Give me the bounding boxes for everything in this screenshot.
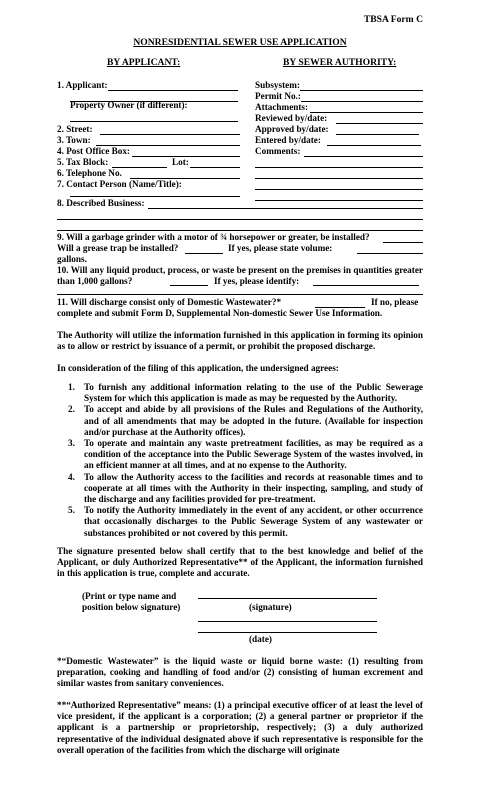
agreement-text: To accept and abide by all provisions of the Rules and Regulations of the Authority, and of all amendments that may be adopted in the future. (Available for inspection and/or purchase at the Authority offices). — [84, 404, 423, 437]
date-label: (date) — [249, 634, 272, 644]
q11-if-no: If no, please — [371, 297, 419, 307]
q10-identify-field-line2[interactable] — [57, 294, 423, 295]
comments-field-line5[interactable] — [255, 200, 423, 201]
signature-line[interactable] — [198, 598, 377, 599]
agreement-list — [57, 382, 423, 539]
described-business-label: 8. Described Business: — [57, 198, 145, 208]
street-label: 2. Street: — [57, 124, 93, 134]
agreement-text: To furnish any additional information relating to the use of the Public Sewerage System for which this application is made as may be requested by the Authority. — [84, 382, 423, 404]
applicant-heading: BY APPLICANT: — [107, 57, 181, 68]
approved-field[interactable] — [336, 134, 419, 135]
agreement-item — [68, 382, 423, 404]
described-business-field-line3[interactable] — [57, 230, 423, 231]
q9-volume-label: If yes, please state volume: — [228, 243, 333, 253]
described-business-field[interactable] — [148, 208, 423, 209]
form-id: TBSA Form C — [363, 14, 423, 25]
lot-field[interactable] — [190, 167, 240, 168]
q10-text: 10. Will any liquid product, process, or waste be present on the premises in quantities greater than 1,000 gallons? — [57, 265, 423, 287]
signature-statement: The signature presented below shall certify that to the best knowledge and belief of the Applicant, or duly Authorized Representative** of the Applicant, the information furnished in this application is true, complete and accurate. — [57, 546, 423, 579]
q10-identify-field[interactable] — [313, 285, 419, 286]
tax-block-label: 5. Tax Block: — [57, 157, 109, 167]
permit-no-field[interactable] — [301, 101, 423, 102]
town-label: 3. Town: — [57, 135, 91, 145]
comments-label: Comments: — [255, 146, 301, 156]
attachments-label: Attachments: — [255, 102, 309, 112]
entered-label: Entered by/date: — [255, 135, 321, 145]
approved-label: Approved by/date: — [255, 124, 329, 134]
described-business-field-line2[interactable] — [57, 219, 423, 220]
domestic-wastewater-definition: *“Domestic Wastewater” is the liquid waste or liquid borne waste: (1) resulting from preparation, cooking and handling of food and/or (2) consisting of human excrement and similar wastes from sanitary conveniences. — [57, 656, 423, 689]
q9-gallons: gallons. — [57, 254, 87, 264]
agreement-text: To operate and maintain any waste pretreatment facilities, as may be required as a condition of the acceptance into the Public Sewerage System of the wastes involved, in an efficient manner at all times, and at no expense to the Authority. — [84, 438, 423, 471]
q9-volume-field[interactable] — [357, 253, 423, 254]
lot-label: Lot: — [172, 157, 189, 167]
agreement-number: 5. — [68, 505, 75, 516]
applicant-field[interactable] — [108, 90, 238, 91]
agreement-text: To allow the Authority access to the facilities and records at reasonable times and to cooperate at all times with the Authority in their inspecting, sampling, and study of the discharge and any facilities provided for pre-treatment. — [84, 471, 423, 505]
comments-field-line4[interactable] — [255, 189, 423, 190]
telephone-label: 6. Telephone No. — [57, 168, 122, 178]
print-name-label-line1: (Print or type name and — [82, 591, 177, 601]
q9-garbage-grinder-field[interactable] — [383, 242, 423, 243]
agreement-text: To notify the Authority immediately in the event of any accident, or other occurrence that occasionally discharges to the Public Sewerage System of any wastewater or substances prohibited or not covered by this permit. — [84, 505, 423, 538]
street-field[interactable] — [100, 134, 240, 135]
reviewed-label: Reviewed by/date: — [255, 113, 328, 123]
contact-person-label: 7. Contact Person (Name/Title): — [57, 179, 182, 189]
authority-statement: The Authority will utilize the information furnished in this application in forming its opinion as to allow or restrict by issuance of a permit, or prohibit the proposed discharge. — [57, 330, 423, 352]
comments-field-line2[interactable] — [255, 167, 423, 168]
q9-grease-trap-field[interactable] — [185, 253, 223, 254]
authority-heading: BY SEWER AUTHORITY: — [283, 57, 397, 68]
q11-form-d: complete and submit Form D, Supplemental Non-domestic Sewer Use Information. — [57, 308, 383, 318]
entered-field[interactable] — [327, 145, 421, 146]
form-title: NONRESIDENTIAL SEWER USE APPLICATION — [133, 37, 347, 48]
comments-field[interactable] — [304, 156, 423, 157]
date-line[interactable] — [198, 632, 377, 633]
agreement-number: 3. — [68, 438, 75, 449]
q10-answer-field[interactable] — [170, 285, 208, 286]
authorized-representative-definition: **“Authorized Representative” means: (1) a principal executive officer of at least the level of vice president, if the applicant is a corporation; (2) a general partner or proprietor if the applicant is a partnership or proprietorship, respectively; (3) a duly authorized representative of the individual designated above if such representative is responsible for the overall operation of the facilities from which the discharge will originate — [57, 700, 423, 755]
agreement-number: 4. — [68, 471, 75, 482]
agreement-number: 1. — [68, 382, 75, 392]
q9-grease-trap: Will a grease trap be installed? — [57, 243, 179, 253]
contact-person-field[interactable] — [70, 196, 240, 197]
subsystem-label: Subsystem: — [255, 80, 300, 90]
consideration-statement: In consideration of the filing of this application, the undersigned agrees: — [57, 363, 339, 373]
property-owner-label: Property Owner (if different): — [70, 100, 188, 110]
q9-garbage-grinder: 9. Will a garbage grinder with a motor of ¾ horsepower or greater, be installed? — [57, 232, 370, 242]
agreement-item — [68, 471, 423, 506]
applicant-label: 1. Applicant: — [57, 80, 108, 90]
property-owner-field[interactable] — [70, 121, 238, 122]
reviewed-field[interactable] — [336, 123, 423, 124]
agreement-item — [68, 404, 423, 438]
agreement-item — [68, 505, 423, 539]
agreement-number: 2. — [68, 404, 75, 415]
permit-no-label: Permit No.: — [255, 91, 301, 101]
agreement-item — [68, 438, 423, 472]
po-box-label: 4. Post Office Box: — [57, 146, 130, 156]
comments-field-line3[interactable] — [255, 178, 423, 179]
q11-text: 11. Will discharge consist only of Domestic Wastewater?* — [57, 297, 282, 307]
signature-label: (signature) — [249, 602, 292, 612]
subsystem-field[interactable] — [300, 90, 423, 91]
print-name-line[interactable] — [198, 621, 377, 622]
q10-identify-label: If yes, please identify: — [214, 276, 300, 286]
print-name-label-line2: position below signature) — [82, 602, 181, 612]
